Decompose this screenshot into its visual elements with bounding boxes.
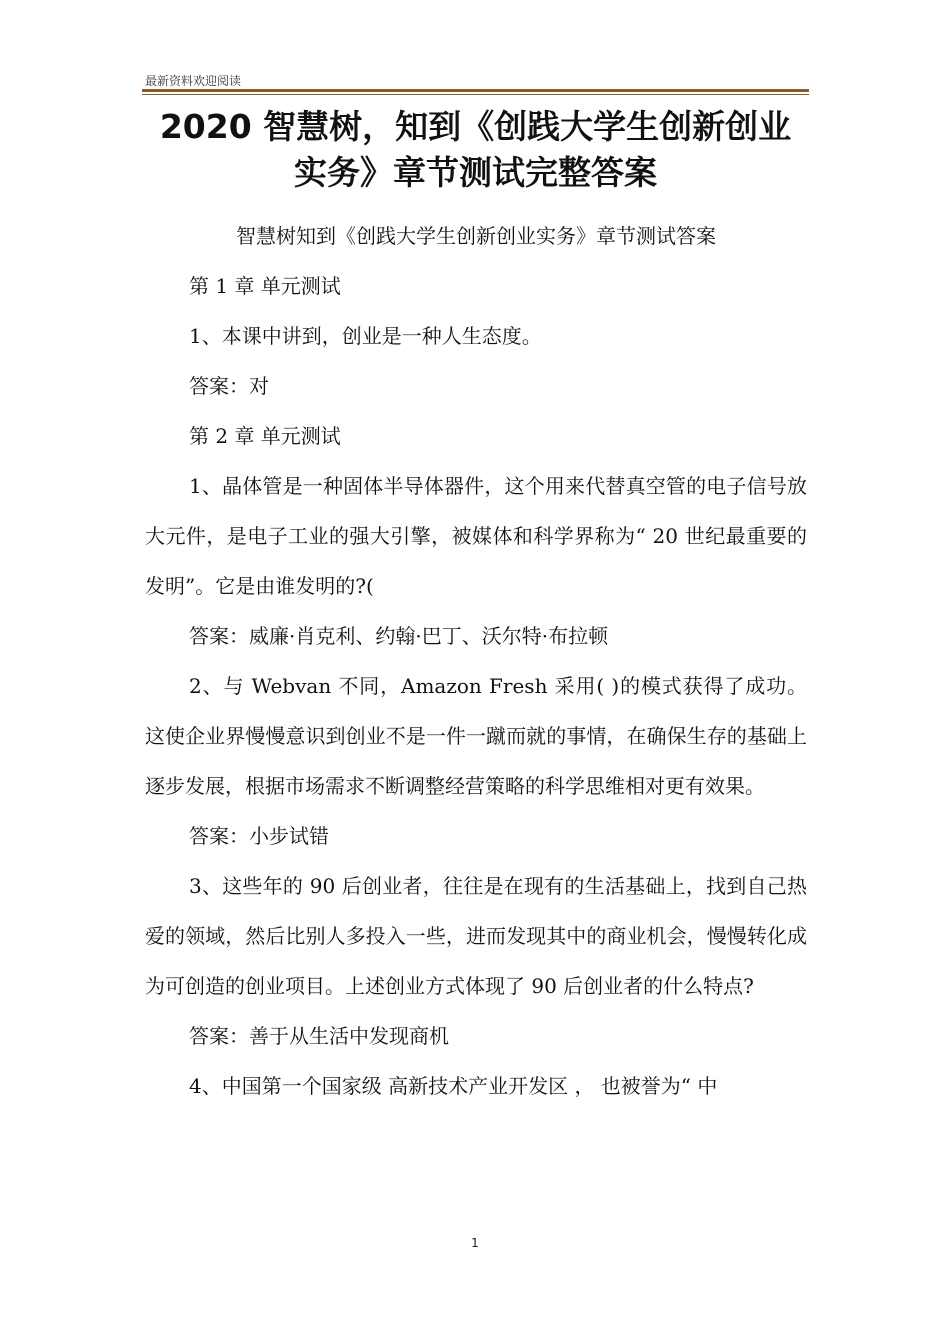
chapter-2-answer-1: 答案：威廉·肖克利、约翰·巴丁、沃尔特·布拉顿 <box>189 624 609 648</box>
chapter-2-question-1: 1、晶体管是一种固体半导体器件，这个用来代替真空管的电子信号放大元件，是电子工业的强大引擎，被媒体和科学界称为“ 20 世纪最重要的发明”。它是由谁发明的?( <box>145 474 807 598</box>
running-header: 最新资料欢迎阅读 <box>145 74 242 88</box>
chapter-1-answer-1: 答案：对 <box>189 374 269 398</box>
chapter-2-answer-2: 答案：小步试错 <box>189 824 329 848</box>
chapter-2-question-2: 2、与 Webvan 不同，Amazon Fresh 采用( )的模式获得了成功。这使企业界慢慢意识到创业不是一件一蹴而就的事情，在确保生存的基础上逐步发展，根据市场需求不断调整经营策略的科学思维相对更有效果。 <box>145 674 807 798</box>
chapter-2-answer-3: 答案：善于从生活中发现商机 <box>189 1024 449 1048</box>
document-body <box>145 211 807 1111</box>
header-rule-thin <box>142 94 809 95</box>
chapter-2-heading: 第 2 章 单元测试 <box>189 424 341 448</box>
chapter-1-heading: 第 1 章 单元测试 <box>189 274 341 298</box>
title-line-2: 实务》章节测试完整答案 <box>294 153 657 192</box>
document-title <box>142 104 809 196</box>
header-rule-thick <box>142 89 809 92</box>
title-line-1: 2020 智慧树，知到《创践大学生创新创业 <box>159 107 792 146</box>
chapter-2-question-3: 3、这些年的 90 后创业者，往往是在现有的生活基础上，找到自己热爱的领域，然后比别人多投入一些，进而发现其中的商业机会，慢慢转化成为可创造的创业项目。上述创业方式体现了 90 后创业者的什么特点? <box>145 874 807 998</box>
chapter-2-question-4: 4、中国第一个国家级 高新技术产业开发区 ， 也被誉为“ 中 <box>189 1074 718 1098</box>
subtitle: 智慧树知到《创践大学生创新创业实务》章节测试答案 <box>236 224 716 248</box>
chapter-1-question-1: 1、本课中讲到，创业是一种人生态度。 <box>189 324 542 348</box>
page-number: 1 <box>471 1236 479 1250</box>
